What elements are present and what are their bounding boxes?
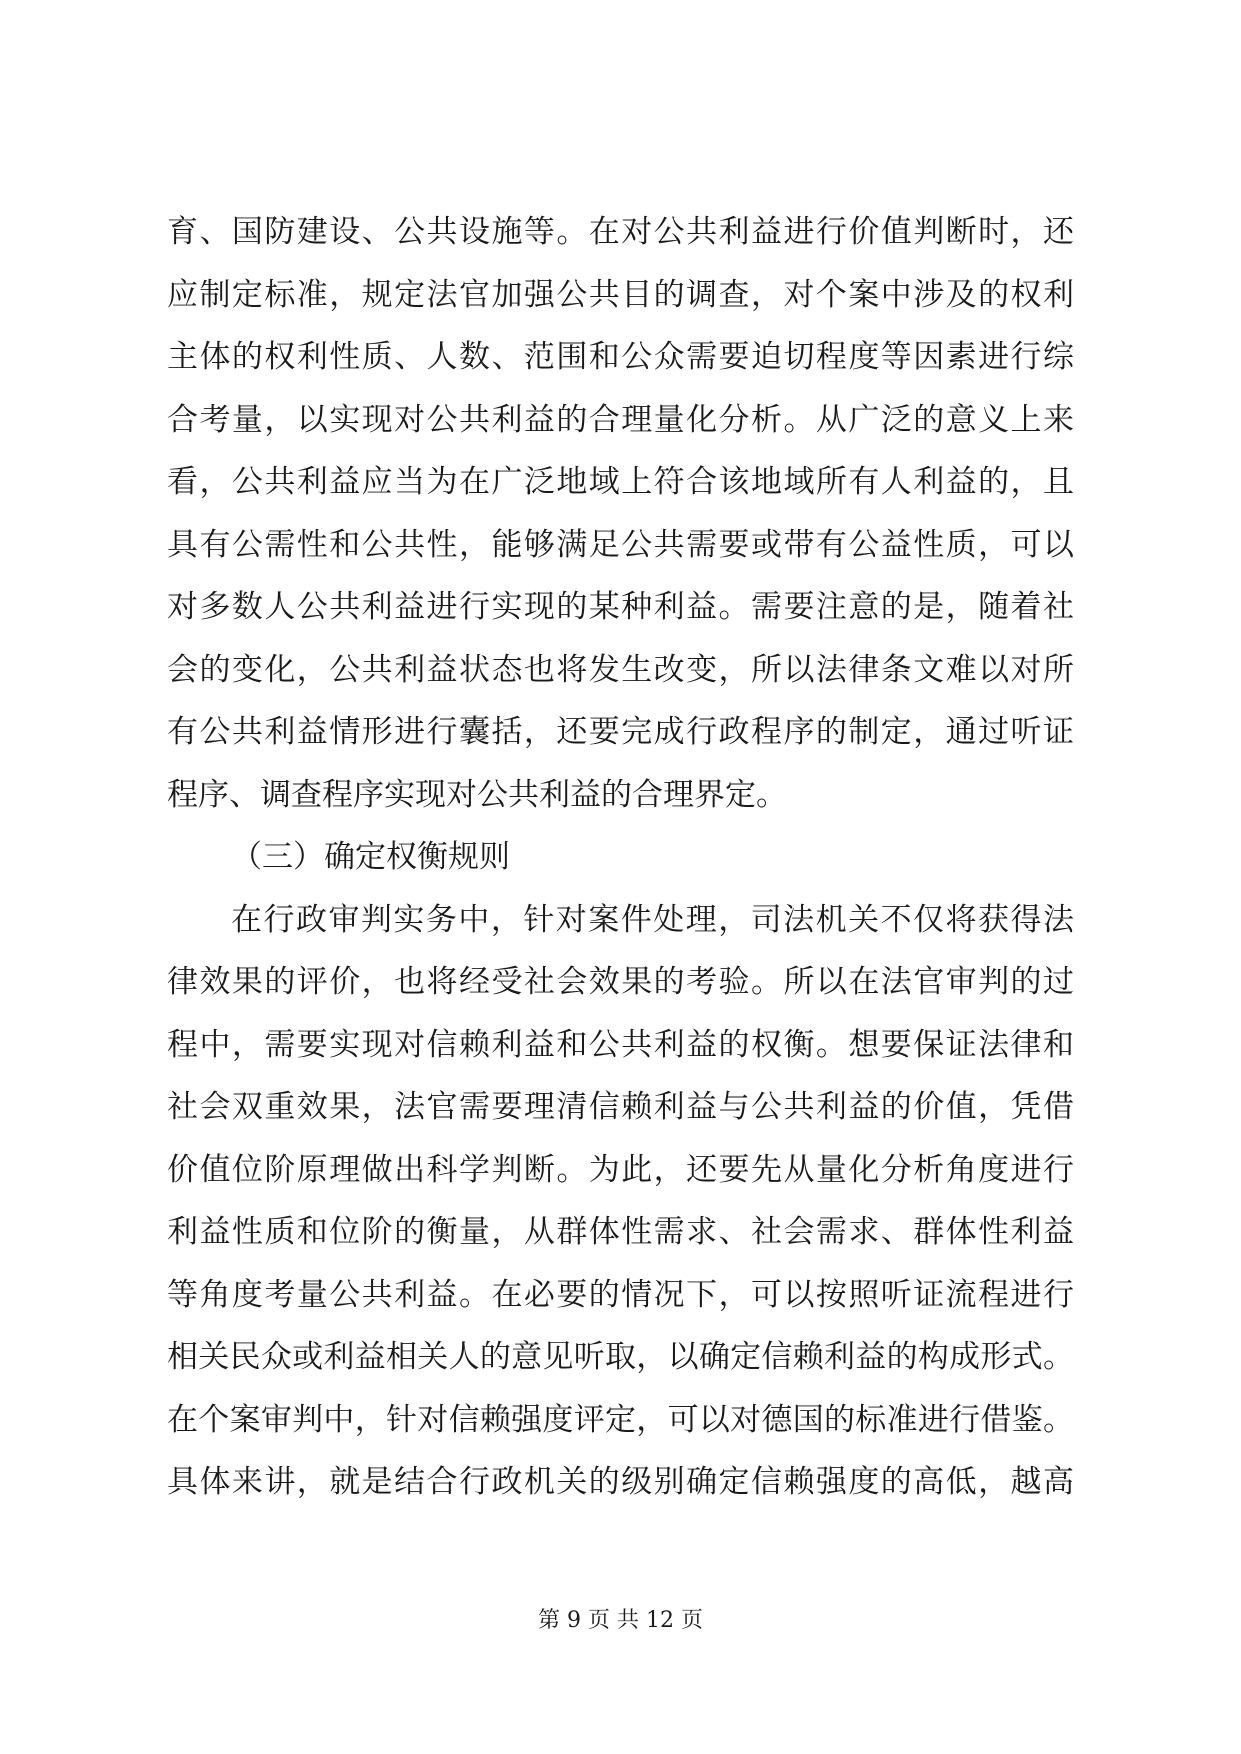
section-heading: （三）确定权衡规则 (231, 839, 510, 875)
page-number-footer: 第 9 页 共 12 页 (538, 1608, 703, 1633)
body-text-line: 相关民众或利益相关人的意见听取，以确定信赖利益的构成形式。 (167, 1339, 1074, 1375)
body-text-line: 利益性质和位阶的衡量，从群体性需求、社会需求、群体性利益 (167, 1214, 1074, 1250)
body-text-line: 等角度考量公共利益。在必要的情况下，可以按照听证流程进行 (167, 1277, 1074, 1313)
body-text-line: 应制定标准，规定法官加强公共目的调查，对个案中涉及的权利 (167, 277, 1074, 313)
body-text-line: 具体来讲，就是结合行政机关的级别确定信赖强度的高低，越高 (167, 1464, 1074, 1500)
body-text-line: 社会双重效果，法官需要理清信赖利益与公共利益的价值，凭借 (167, 1089, 1074, 1125)
body-text-line: 律效果的评价，也将经受社会效果的考验。所以在法官审判的过 (167, 964, 1074, 1000)
body-text-line: 程序、调查程序实现对公共利益的合理界定。 (167, 777, 787, 813)
body-text-line: 育、国防建设、公共设施等。在对公共利益进行价值判断时，还 (167, 214, 1074, 250)
body-text-line: 对多数人公共利益进行实现的某种利益。需要注意的是，随着社 (167, 589, 1074, 625)
body-text-line: 具有公需性和公共性，能够满足公共需要或带有公益性质，可以 (167, 527, 1074, 563)
body-text-line: 有公共利益情形进行囊括，还要完成行政程序的制定，通过听证 (167, 714, 1074, 750)
body-text-line: 主体的权利性质、人数、范围和公众需要迫切程度等因素进行综 (167, 339, 1074, 375)
body-text-line: 合考量，以实现对公共利益的合理量化分析。从广泛的意义上来 (167, 402, 1074, 438)
body-text-line: 价值位阶原理做出科学判断。为此，还要先从量化分析角度进行 (167, 1152, 1074, 1188)
body-text-line: 程中，需要实现对信赖利益和公共利益的权衡。想要保证法律和 (167, 1027, 1074, 1063)
paragraph-first-line: 在行政审判实务中，针对案件处理，司法机关不仅将获得法 (231, 902, 1074, 938)
body-text-line: 看，公共利益应当为在广泛地域上符合该地域所有人利益的，且 (167, 464, 1074, 500)
body-text-line: 会的变化，公共利益状态也将发生改变，所以法律条文难以对所 (167, 652, 1074, 688)
body-text-line: 在个案审判中，针对信赖强度评定，可以对德国的标准进行借鉴。 (167, 1402, 1074, 1438)
